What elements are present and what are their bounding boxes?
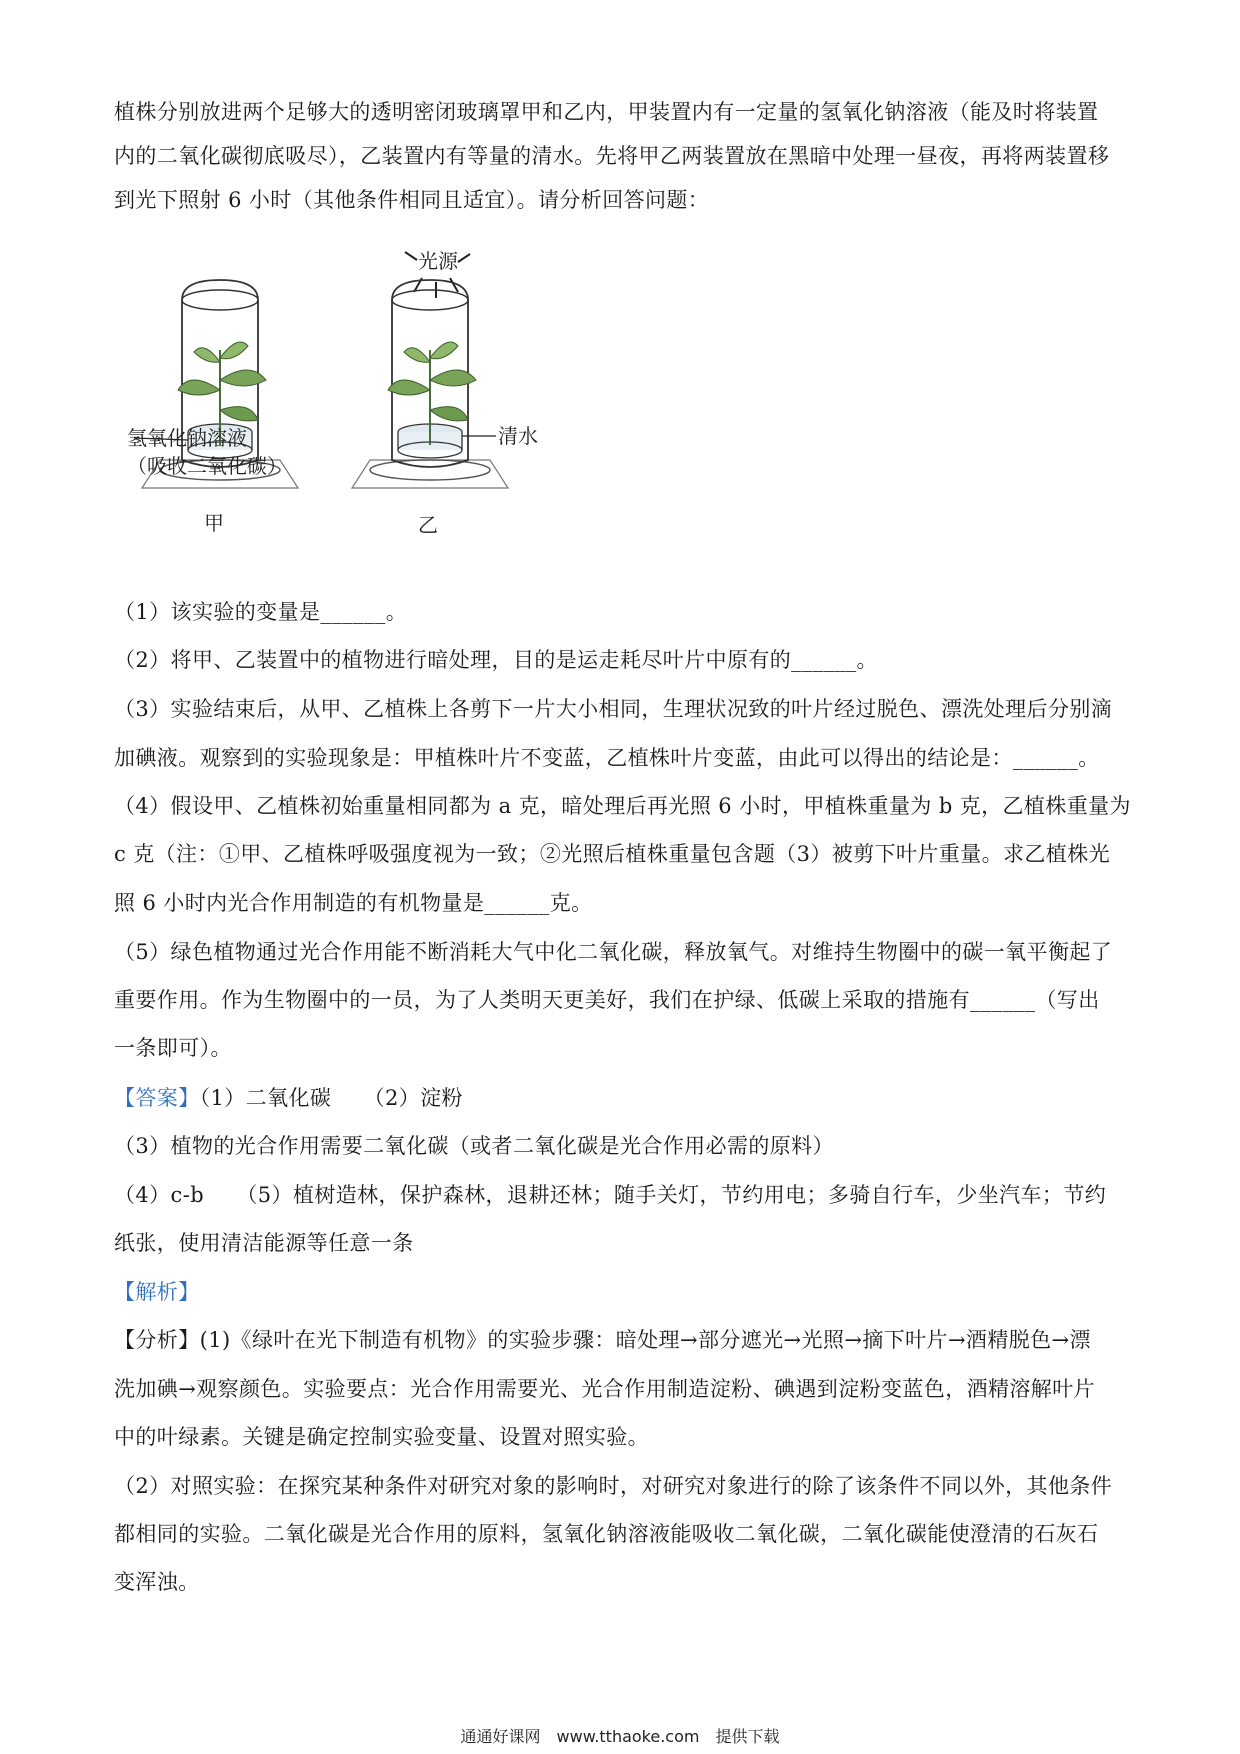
- answer-line: （3）植物的光合作用需要二氧化碳（或者二氧化碳是光合作用必需的原料）: [114, 1134, 834, 1158]
- answer-line: 纸张，使用清洁能源等任意一条: [114, 1231, 414, 1255]
- naoh-label-line: 氢氧化钠溶液: [127, 426, 247, 450]
- light-source-label: 光源: [418, 249, 458, 273]
- analysis-line: （2）对照实验：在探究某种条件对研究对象的影响时，对研究对象进行的除了该条件不同以外，其他条件: [114, 1474, 1113, 1498]
- analysis-line: 洗加碘→观察颜色。实验要点：光合作用需要光、光合作用制造淀粉、碘遇到淀粉变蓝色，酒精溶解叶片: [114, 1377, 1095, 1401]
- analysis-line: 中的叶绿素。关键是确定控制实验变量、设置对照实验。: [114, 1425, 649, 1449]
- question-3-line: （3）实验结束后，从甲、乙植株上各剪下一片大小相同，生理状况致的叶片经过脱色、漂洗处理后分别滴: [114, 697, 1113, 721]
- answer-text: （1）二氧化碳 （2）淀粉: [199, 1086, 463, 1110]
- question-5-line: （5）绿色植物通过光合作用能不断消耗大气中化二氧化碳，释放氧气。对维持生物圈中的碳一氧平衡起了: [114, 940, 1113, 964]
- analysis-tag: 【解析】: [114, 1280, 200, 1304]
- jar-yi-label: 乙: [418, 513, 438, 537]
- jar-yi: [352, 280, 538, 537]
- experiment-figure: [120, 240, 540, 540]
- naoh-label-line: （吸收二氧化碳）: [127, 454, 287, 478]
- answer-line: [114, 1082, 463, 1112]
- analysis-line: 都相同的实验。二氧化碳是光合作用的原料，氢氧化钠溶液能吸收二氧化碳，二氧化碳能使澄清的石灰石: [114, 1522, 1099, 1546]
- answer-tag: 【答案】: [114, 1086, 200, 1110]
- analysis-text: (1)《绿叶在光下制造有机物》的实验步骤：暗处理→部分遮光→光照→摘下叶片→酒精脱色→漂: [199, 1328, 1091, 1352]
- intro-line: 到光下照射 6 小时（其他条件相同且适宜）。请分析回答问题：: [114, 188, 710, 212]
- question-3-line: 加碘液。观察到的实验现象是：甲植株叶片不变蓝，乙植株叶片变蓝，由此可以得出的结论是：______。: [114, 746, 1100, 770]
- question-5-line: 一条即可）。: [114, 1036, 232, 1060]
- jar-jia: [134, 280, 298, 535]
- answer-line: （4）c-b （5）植树造林，保护森林，退耕还林；随手关灯，节约用电；多骑自行车，少坐汽车；节约: [114, 1183, 1107, 1207]
- question-1: （1）该实验的变量是______。: [114, 600, 408, 624]
- intro-line: 植株分别放进两个足够大的透明密闭玻璃罩甲和乙内，甲装置内有一定量的氢氧化钠溶液（能及时将装置: [114, 100, 1099, 124]
- question-4-line: c 克（注：①甲、乙植株呼吸强度视为一致；②光照后植株重量包含题（3）被剪下叶片重量。求乙植株光: [114, 842, 1110, 866]
- naoh-label: [127, 424, 287, 480]
- analysis-line: [114, 1324, 1091, 1354]
- question-4-line: （4）假设甲、乙植株初始重量相同都为 a 克，暗处理后再光照 6 小时，甲植株重量为 b 克，乙植株重量为: [114, 794, 1131, 818]
- analysis-line: 变浑浊。: [114, 1570, 200, 1594]
- question-2: （2）将甲、乙装置中的植物进行暗处理，目的是运走耗尽叶片中原有的______。: [114, 648, 878, 672]
- water-label: 清水: [498, 424, 538, 448]
- jar-jia-label: 甲: [204, 511, 224, 535]
- question-4-line: 照 6 小时内光合作用制造的有机物量是______克。: [114, 891, 593, 915]
- fenxi-tag: 【分析】: [114, 1328, 200, 1352]
- intro-line: 内的二氧化碳彻底吸尽），乙装置内有等量的清水。先将甲乙两装置放在黑暗中处理一昼夜，再将两装置移: [114, 144, 1110, 168]
- question-5-line: 重要作用。作为生物圈中的一员，为了人类明天更美好，我们在护绿、低碳上采取的措施有______（写出: [114, 988, 1100, 1012]
- page-footer: 通通好课网 www.tthaoke.com 提供下载: [460, 1727, 780, 1746]
